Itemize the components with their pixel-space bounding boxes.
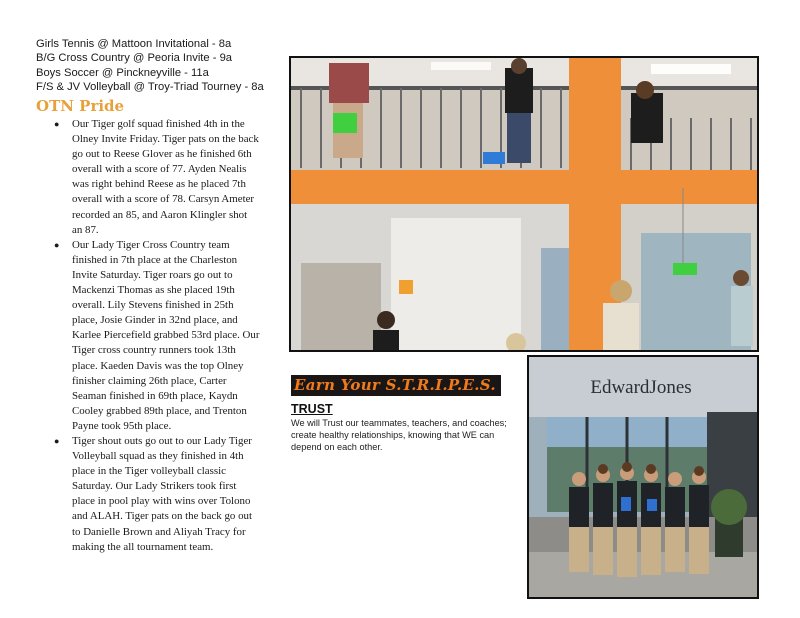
pride-item-text: Our Lady Tiger Cross Country team finished in 7th place at the Charleston Invite Saturday. Tiger roars go out to Mackenzi Thomas as she placed 19th overall. Lily Stevens finished in 25th place, Josie Ginder in 32nd place, and Karlee Piercefield grabbed 53rd place. Our Tiger cross country runners took 13th place. Kaeden Davis was the top Olney finisher claiming 26th place, Carter Seaman finished in 69th place, Kaydn Cooley grabbed 89th place, and Trenton Payne took 95th place. — [72, 238, 260, 432]
trust-text: We will Trust our teammates, teachers, and coaches; create healthy relationships, knowing that WE can depend on each other. — [291, 418, 507, 452]
schedule-list — [36, 37, 286, 95]
balcony-photo — [289, 56, 759, 352]
pride-item — [54, 238, 260, 434]
edward-jones-photo-illustration — [529, 357, 757, 597]
pride-heading: OTN Pride — [36, 97, 125, 115]
schedule-line: F/S & JV Volleyball @ Troy-Triad Tourney - 8a — [36, 81, 264, 94]
edward-jones-photo — [527, 355, 759, 599]
stripes-title: Earn Your S.T.R.I.P.E.S. — [291, 375, 501, 396]
bullet-icon: ● — [54, 239, 60, 250]
pride-item-text: Our Tiger golf squad finished 4th in the Olney Invite Friday. Tiger pats on the back go out to Reese Glover as he finished 6th overall with a score of 77. Ayden Nealis was right behind Reese as he placed 7th overall with a score of 78. Carsyn Ameter recorded an 85, and Aaron Klingler shot an 87. — [72, 118, 259, 236]
bullet-icon: ● — [54, 435, 60, 446]
pride-item — [54, 434, 260, 555]
trust-heading: TRUST — [291, 402, 333, 416]
bullet-icon: ● — [54, 119, 60, 129]
schedule-line: Girls Tennis @ Mattoon Invitational - 8a — [36, 38, 232, 50]
pride-item-text: Tiger shout outs go out to our Lady Tiger Volleyball squad as they finished in 4th place in the Tiger volleyball classic Saturday. Our Lady Strikers took first place in pool play with wins over Tolono and ALAH. Tiger pats on the back go out to Danielle Brown and Aliyah Tracy for making the all tournament team. — [72, 434, 252, 553]
pride-item — [54, 117, 260, 238]
schedule-line: Boys Soccer @ Pinckneyville - 11a — [36, 66, 209, 79]
pride-list — [54, 117, 260, 555]
schedule-line: B/G Cross Country @ Peoria Invite - 9a — [36, 52, 233, 65]
balcony-photo-illustration — [291, 58, 757, 350]
edward-jones-sign: EdwardJones — [590, 377, 692, 398]
